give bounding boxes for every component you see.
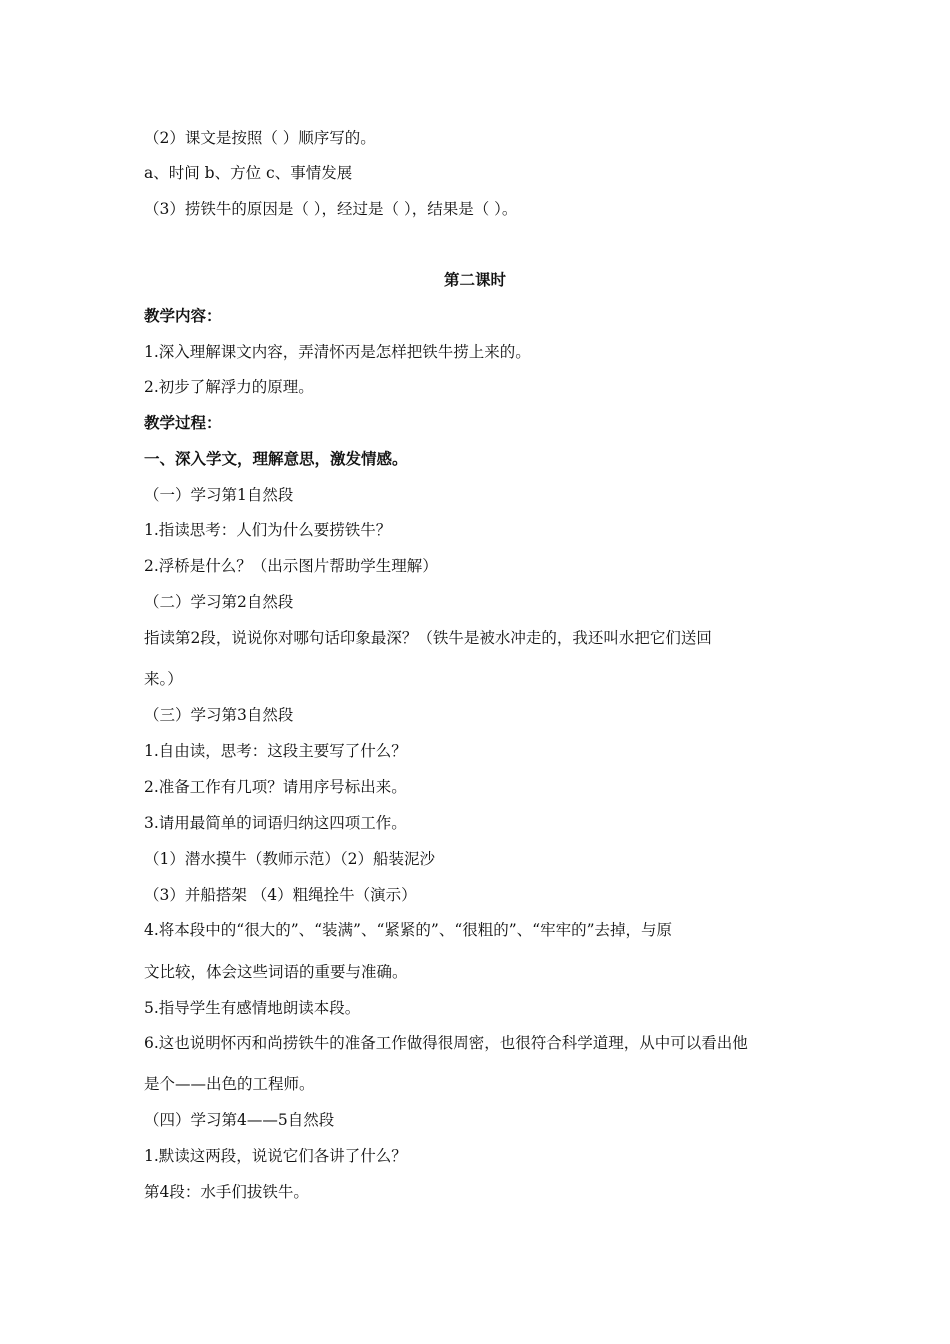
paragraph-line: 是个——出色的工程师。 (144, 1075, 315, 1093)
list-item: 1.默读这两段，说说它们各讲了什么？ (144, 1147, 407, 1165)
section-title: 第二课时 (443, 271, 506, 289)
paragraph-line: 指读第2段，说说你对哪句话印象最深？（铁牛是被水冲走的，我还叫水把它们送回 (144, 629, 712, 647)
question-2-options: a、时间 b、方位 c、事情发展 (144, 164, 353, 182)
subsection-2: （二）学习第2自然段 (144, 593, 294, 611)
heading-teaching-process: 教学过程： (144, 414, 222, 432)
subsection-3: （三）学习第3自然段 (144, 706, 294, 724)
list-item: （1）潜水摸牛（教师示范）（2）船装泥沙 (144, 850, 435, 868)
list-item: 1.指读思考：人们为什么要捞铁牛？ (144, 521, 392, 539)
list-item: 2.浮桥是什么？（出示图片帮助学生理解） (144, 557, 438, 575)
subsection-1: （一）学习第1自然段 (144, 486, 294, 504)
paragraph-line: 4.将本段中的“很大的”、“装满”、“紧紧的”、“很粗的”、“牢牢的”去掉，与原 (144, 921, 673, 939)
list-item: 1.自由读，思考：这段主要写了什么？ (144, 742, 407, 760)
paragraph-line: 来。） (144, 670, 183, 688)
process-part-1: 一、深入学文，理解意思，激发情感。 (144, 450, 408, 468)
question-3: （3）捞铁牛的原因是（ ），经过是（ ），结果是（ ）。 (144, 200, 518, 218)
content-item-2: 2.初步了解浮力的原理。 (144, 378, 314, 396)
paragraph-line: 6.这也说明怀丙和尚捞铁牛的准备工作做得很周密，也很符合科学道理，从中可以看出他 (144, 1034, 748, 1052)
question-2: （2）课文是按照（ ）顺序写的。 (144, 129, 376, 147)
list-item: 第4段：水手们拔铁牛。 (144, 1183, 309, 1201)
content-item-1: 1.深入理解课文内容，弄清怀丙是怎样把铁牛捞上来的。 (144, 343, 531, 361)
subsection-4: （四）学习第4——5自然段 (144, 1111, 335, 1129)
list-item: 3.请用最简单的词语归纳这四项工作。 (144, 814, 407, 832)
heading-teaching-content: 教学内容： (144, 307, 222, 325)
list-item: （3）并船搭架 （4）粗绳拴牛（演示） (144, 886, 417, 904)
paragraph-line: 文比较，体会这些词语的重要与准确。 (144, 963, 408, 981)
list-item: 2.准备工作有几项？请用序号标出来。 (144, 778, 407, 796)
list-item: 5.指导学生有感情地朗读本段。 (144, 999, 361, 1017)
